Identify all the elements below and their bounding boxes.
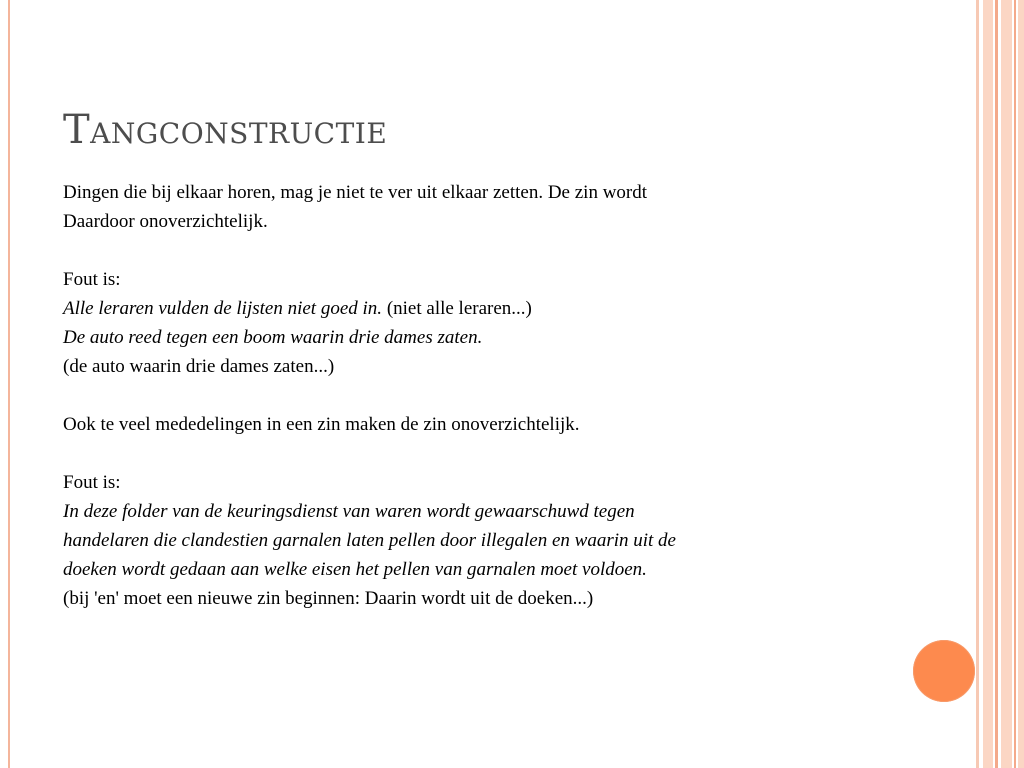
example-italic: In deze folder van de keuringsdienst van waren wordt gewaarschuwd tegen	[63, 501, 635, 522]
right-stripe	[976, 0, 979, 768]
example-line	[63, 294, 923, 323]
spacer	[63, 381, 923, 410]
spacer	[63, 439, 923, 468]
right-stripe	[1014, 0, 1016, 768]
body-line: Fout is:	[63, 269, 121, 290]
body-line: Daardoor onoverzichtelijk.	[63, 211, 268, 232]
slide-title: Tangconstructie	[63, 107, 388, 153]
body-line: Ook te veel mededelingen in een zin maken de zin onoverzichtelijk.	[63, 414, 580, 435]
decorative-orange-circle	[913, 640, 975, 702]
right-stripe	[983, 0, 993, 768]
right-stripe	[1018, 0, 1024, 768]
example-italic: Alle leraren vulden de lijsten niet goed in.	[63, 298, 383, 319]
body-line: Dingen die bij elkaar horen, mag je niet te ver uit elkaar zetten. De zin wordt	[63, 182, 648, 203]
example-italic: handelaren die clandestien garnalen laten pellen door illegalen en waarin uit de	[63, 530, 676, 551]
example-note: (niet alle leraren...)	[382, 298, 532, 319]
example-note: (de auto waarin drie dames zaten...)	[63, 356, 335, 377]
right-stripe	[1001, 0, 1012, 768]
example-italic: De auto reed tegen een boom waarin drie dames zaten.	[63, 327, 483, 348]
spacer	[63, 236, 923, 265]
slide-body	[63, 178, 923, 613]
example-note: (bij 'en' moet een nieuwe zin beginnen: Daarin wordt uit de doeken...)	[63, 588, 594, 609]
example-italic: doeken wordt gedaan aan welke eisen het pellen van garnalen moet voldoen.	[63, 559, 647, 580]
body-line: Fout is:	[63, 472, 121, 493]
left-border-line	[8, 0, 10, 768]
right-stripe	[995, 0, 998, 768]
